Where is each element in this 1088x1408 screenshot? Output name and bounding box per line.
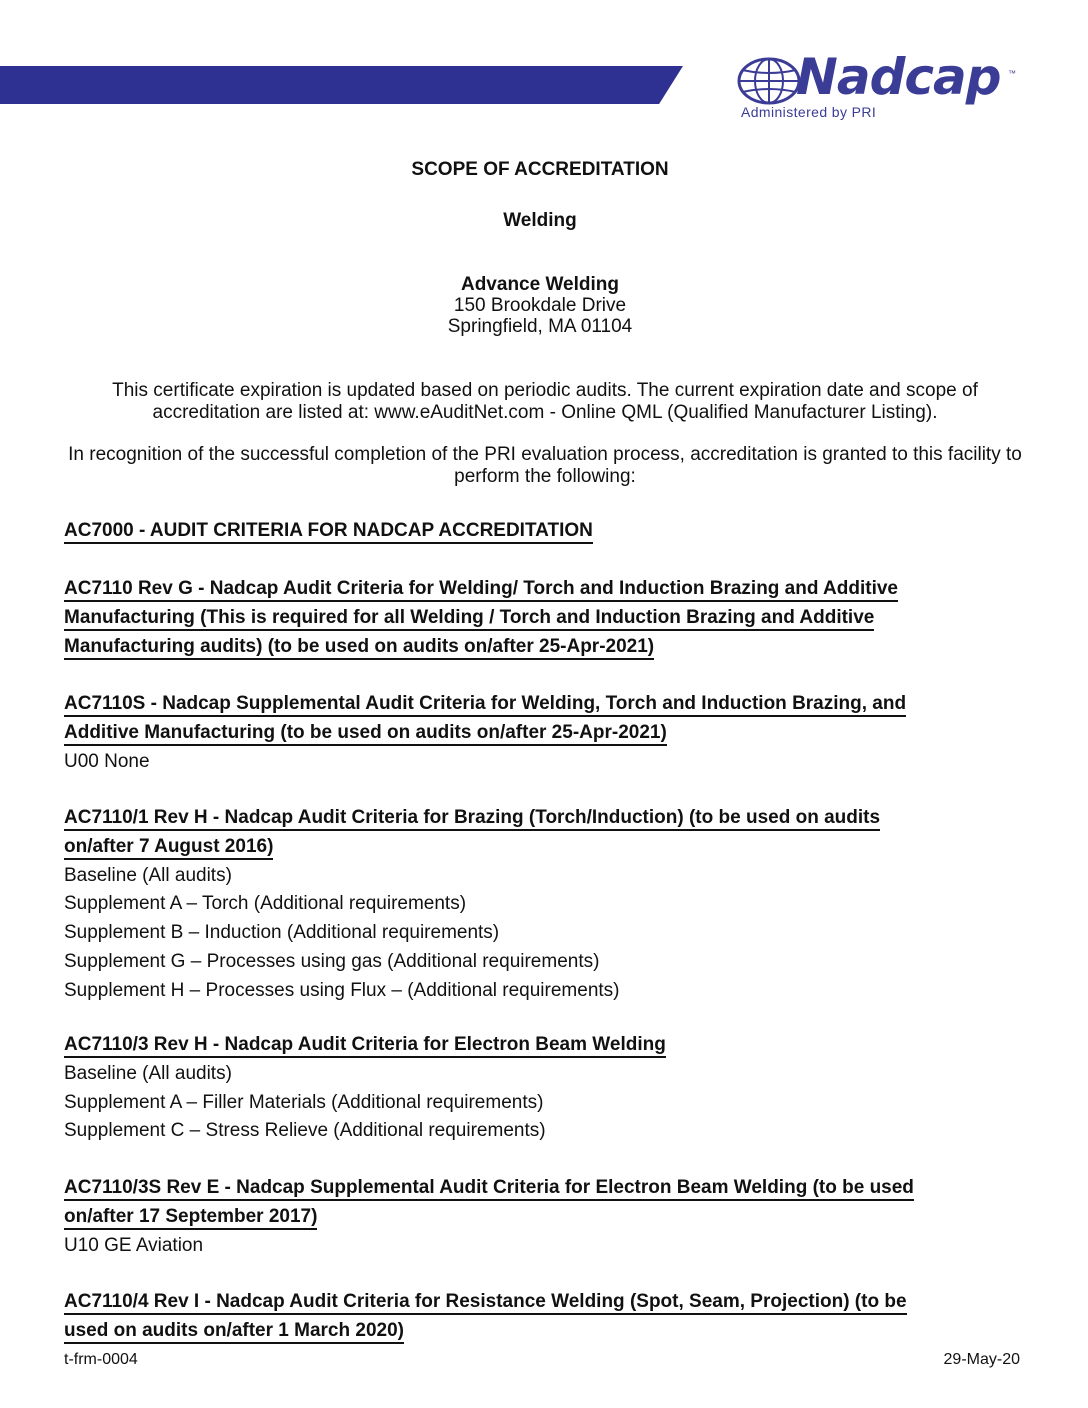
- criteria-section: [64, 575, 1024, 661]
- logo-trademark: ™: [1008, 69, 1016, 78]
- section-title-line: AC7110/1 Rev H - Nadcap Audit Criteria for Brazing (Torch/Induction) (to be used on audits: [64, 804, 1024, 833]
- section-title-line: Manufacturing audits) (to be used on audits on/after 25-Apr-2021): [64, 633, 1024, 662]
- section-title-line: Manufacturing (This is required for all Welding / Torch and Induction Brazing and Additive: [64, 604, 1024, 633]
- globe-icon: [736, 56, 802, 106]
- company-name: Advance Welding: [460, 274, 619, 295]
- document-subtitle: Welding: [503, 210, 577, 231]
- section-item: Supplement B – Induction (Additional requirements): [64, 922, 500, 944]
- criteria-section: [64, 804, 1024, 1006]
- criteria-section: [64, 1174, 1024, 1260]
- section-item: U00 None: [64, 750, 150, 772]
- section-title-line: AC7110 Rev G - Nadcap Audit Criteria for Welding/ Torch and Induction Brazing and Additive: [64, 575, 1024, 604]
- section-item: Supplement A – Filler Materials (Additional requirements): [64, 1091, 544, 1113]
- document-title: SCOPE OF ACCREDITATION: [411, 159, 669, 180]
- criteria-section: [64, 517, 1024, 546]
- section-item: Supplement A – Torch (Additional requirements): [64, 893, 467, 915]
- section-item: Supplement H – Processes using Flux – (Additional requirements): [64, 979, 620, 1001]
- footer-date: 29-May-20: [943, 1351, 1020, 1368]
- section-title-line: AC7110S - Nadcap Supplemental Audit Criteria for Welding, Torch and Induction Brazing, and: [64, 690, 1024, 719]
- intro-paragraph-expiration: This certificate expiration is updated based on periodic audits. The current expiration date and scope of accreditation are listed at: www.eAuditNet.com - Online QML (Qualified Manufacturer Listing).: [112, 380, 978, 423]
- logo-tagline: Administered by PRI: [741, 104, 877, 120]
- criteria-section: [64, 1031, 1024, 1146]
- section-title-line: AC7110/4 Rev I - Nadcap Audit Criteria for Resistance Welding (Spot, Seam, Projection) (to be: [64, 1288, 1024, 1317]
- company-address-line1: 150 Brookdale Drive: [453, 295, 627, 316]
- section-title-line: Additive Manufacturing (to be used on audits on/after 25-Apr-2021): [64, 719, 1024, 748]
- criteria-section: [64, 1288, 1024, 1346]
- header-band: [0, 66, 683, 104]
- section-item: Supplement C – Stress Relieve (Additional requirements): [64, 1120, 546, 1142]
- company-address-line2: Springfield, MA 01104: [447, 316, 633, 337]
- logo-wordmark: Nadcap: [796, 48, 1001, 106]
- criteria-section: [64, 690, 1024, 776]
- section-title-line: AC7000 - AUDIT CRITERIA FOR NADCAP ACCREDITATION: [64, 517, 1024, 546]
- section-item: Baseline (All audits): [64, 864, 232, 886]
- nadcap-logo: [736, 48, 1036, 124]
- section-title-line: on/after 17 September 2017): [64, 1203, 1024, 1232]
- section-title-line: used on audits on/after 1 March 2020): [64, 1317, 1024, 1346]
- section-title-line: AC7110/3 Rev H - Nadcap Audit Criteria for Electron Beam Welding: [64, 1031, 1024, 1060]
- company-block: [40, 274, 1040, 337]
- intro-paragraph-recognition: In recognition of the successful completion of the PRI evaluation process, accreditation is granted to this facility to perform the following:: [68, 444, 1022, 487]
- section-item: Supplement G – Processes using gas (Additional requirements): [64, 950, 600, 972]
- section-title-line: on/after 7 August 2016): [64, 833, 1024, 862]
- section-item: Baseline (All audits): [64, 1062, 232, 1084]
- footer-form-id: t-frm-0004: [64, 1351, 138, 1368]
- section-title-line: AC7110/3S Rev E - Nadcap Supplemental Audit Criteria for Electron Beam Welding (to be used: [64, 1174, 1024, 1203]
- section-item: U10 GE Aviation: [64, 1234, 204, 1256]
